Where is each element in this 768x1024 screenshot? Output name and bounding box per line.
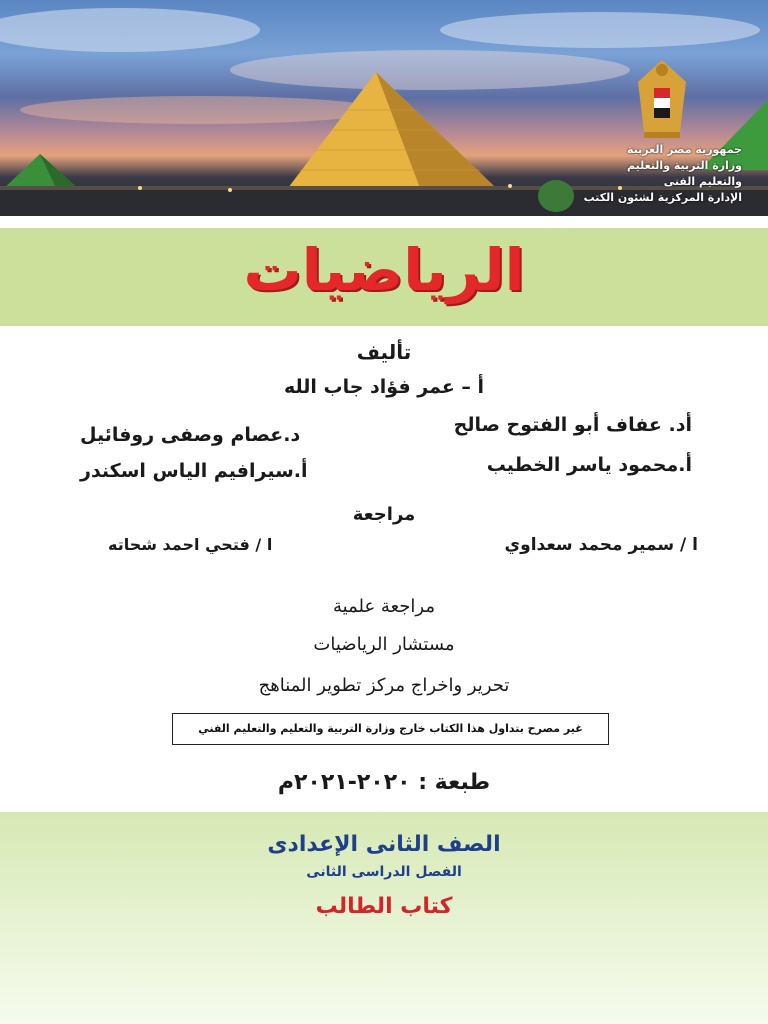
scientific-review-heading: مراجعة علمية	[333, 596, 435, 617]
issuer-line: والتعليم الفنى	[663, 175, 742, 188]
book-title: الرياضيات	[243, 236, 525, 304]
grade-band	[0, 812, 768, 1024]
author-right-2: أ.محمود ياسر الخطيب	[486, 454, 692, 476]
authoring-heading: تأليف	[356, 340, 412, 364]
reviewer-right: ا / سمير محمد سعداوي	[504, 535, 698, 555]
reviewer-left: ا / فتحي احمد شحاته	[108, 535, 273, 554]
issuer-block	[542, 142, 742, 206]
egypt-eagle-emblem-icon	[638, 60, 686, 138]
edition: طبعة : ٢٠٢٠-٢٠٢١م	[277, 770, 491, 795]
grade-label: الصف الثانى الإعدادى	[267, 832, 501, 857]
author-right-1: أد. عفاف أبو الفتوح صالح	[453, 414, 692, 436]
author-left-2: أ.سيرافيم الياس اسكندر	[80, 460, 308, 482]
review-heading: مراجعة	[352, 504, 416, 525]
editing-credit: تحرير واخراج مركز تطوير المناهج	[258, 675, 510, 696]
cover-photo-pyramids	[0, 0, 768, 216]
title-band	[0, 228, 768, 326]
lead-author: أ – عمر فؤاد جاب الله	[283, 376, 485, 398]
student-book-label: كتاب الطالب	[315, 894, 453, 919]
distribution-notice: غير مصرح بتداول هذا الكتاب خارج وزارة التربية والتعليم والتعليم الفني	[172, 713, 609, 745]
author-left-1: د.عصام وصفى روفائيل	[80, 424, 301, 446]
issuer-line: وزارة التربية والتعليم	[627, 159, 742, 172]
issuer-line: الإدارة المركزية لشئون الكتب	[583, 191, 742, 204]
issuer-line: جمهورية مصر العربية	[627, 143, 742, 156]
math-advisor: مستشار الرياضيات	[313, 634, 455, 655]
term-label: الفصل الدراسى الثانى	[306, 864, 462, 880]
